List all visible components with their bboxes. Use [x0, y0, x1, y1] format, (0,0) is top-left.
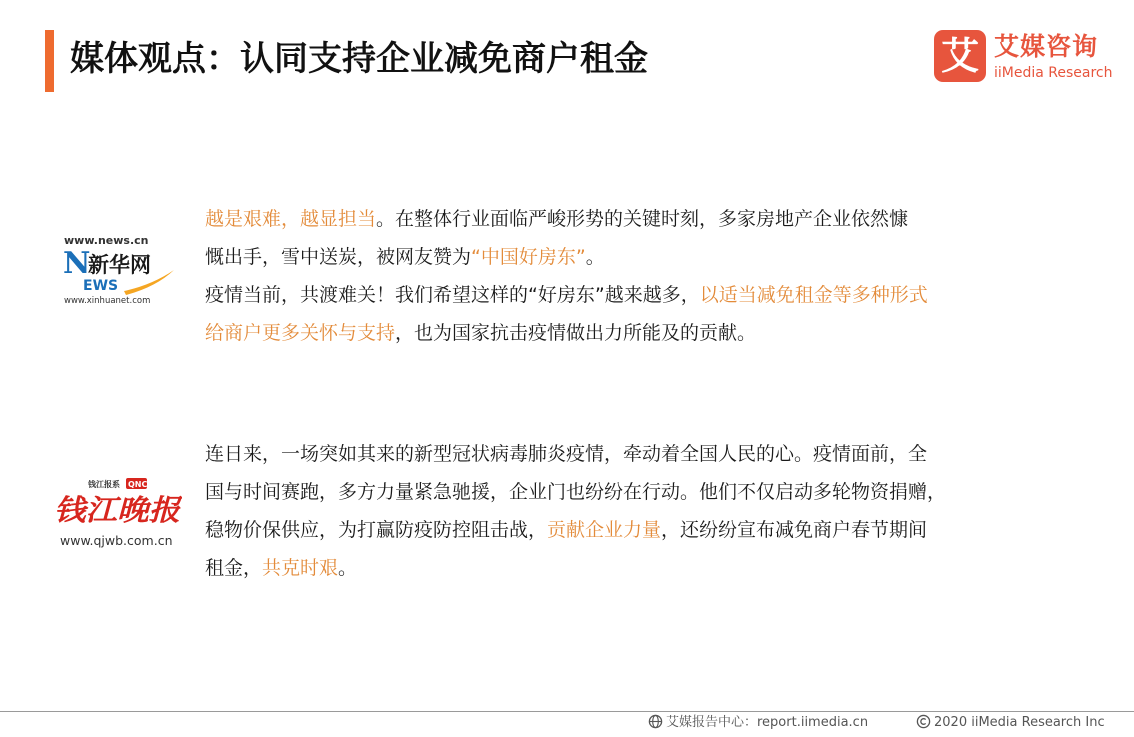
footer-copyright — [916, 713, 1105, 733]
body-text: 租金， — [205, 557, 263, 579]
body-text: 。在整体行业面临严峻形势的关键时刻，多家房地产企业依然慷 — [376, 208, 909, 230]
footer-copyright-text: 2020 iiMedia Research Inc — [934, 715, 1105, 730]
page-title: 媒体观点：认同支持企业减免商户租金 — [70, 39, 648, 79]
qjwb-line — [205, 549, 1035, 587]
highlight-text: 越是艰难，越显担当 — [205, 208, 377, 230]
body-text: 稳物价保供应，为打赢防疫防控阻击战， — [205, 519, 548, 541]
xinhua-line — [205, 314, 1035, 352]
highlight-text: “中国好房东” — [471, 246, 586, 268]
footer-divider — [0, 711, 1134, 712]
xinhua-logo-graphic — [52, 225, 182, 310]
brand-logo[interactable] — [934, 30, 1114, 86]
brand-name-en: iiMedia Research — [994, 65, 1113, 81]
qjwb-quote — [205, 435, 1035, 587]
qjwb-url-text: www.qjwb.com.cn — [60, 533, 173, 548]
body-text: 慨出手，雪中送炭，被网友赞为 — [205, 246, 472, 268]
highlight-text: 给商户更多关怀与支持 — [205, 322, 396, 344]
qjwb-tag-text: 钱江报系 — [88, 480, 120, 489]
body-text: 国与时间赛跑，多方力量紧急驰援，企业门也纷纷在行动。他们不仅启动多轮物资捐赠， — [205, 481, 947, 503]
highlight-text: 贡献企业力量 — [547, 519, 662, 541]
brand-mark-icon: 艾 — [934, 30, 986, 82]
copyright-icon — [916, 714, 931, 729]
qjwb-logo-graphic — [52, 465, 182, 565]
body-text: 。 — [585, 246, 605, 268]
qjwb-tag-en-text: QNC — [128, 480, 148, 489]
globe-icon — [648, 714, 663, 729]
qjwb-logo — [52, 465, 182, 565]
xinhua-url-text: www.news.cn — [64, 234, 149, 247]
body-text: 疫情当前，共渡难关！我们希望这样的“好房东”越来越多， — [205, 284, 700, 306]
xinhua-line — [205, 276, 1035, 314]
xinhua-line — [205, 238, 1035, 276]
title-accent-bar — [45, 30, 54, 92]
xinhua-logo — [52, 225, 182, 310]
highlight-text: 以适当减免租金等多种形式 — [699, 284, 928, 306]
body-text: ，还纷纷宣布减免商户春节期间 — [661, 519, 928, 541]
qjwb-line — [205, 435, 1035, 473]
qjwb-name-text: 钱江晚报 — [54, 493, 182, 527]
body-text: 。 — [338, 557, 358, 579]
xinhua-line — [205, 200, 1035, 238]
xinhua-quote — [205, 200, 1035, 352]
qjwb-line — [205, 511, 1035, 549]
body-text: 连日来，一场突如其来的新型冠状病毒肺炎疫情，牵动着全国人民的心。疫情面前，全 — [205, 443, 928, 465]
qjwb-line — [205, 473, 1035, 511]
brand-name-cn: 艾媒咨询 — [994, 32, 1099, 61]
xinhua-sub-url-text: www.xinhuanet.com — [64, 296, 151, 306]
footer-report-text: 艾媒报告中心：report.iimedia.cn — [666, 715, 869, 730]
xinhua-name-text: 新华网 — [88, 253, 151, 277]
highlight-text: 共克时艰 — [262, 557, 339, 579]
xinhua-n-letter: N — [63, 246, 91, 281]
body-text: ，也为国家抗击疫情做出力所能及的贡献。 — [395, 322, 757, 344]
footer-report-link[interactable] — [648, 713, 868, 733]
xinhua-news-text: EWS — [83, 278, 119, 294]
